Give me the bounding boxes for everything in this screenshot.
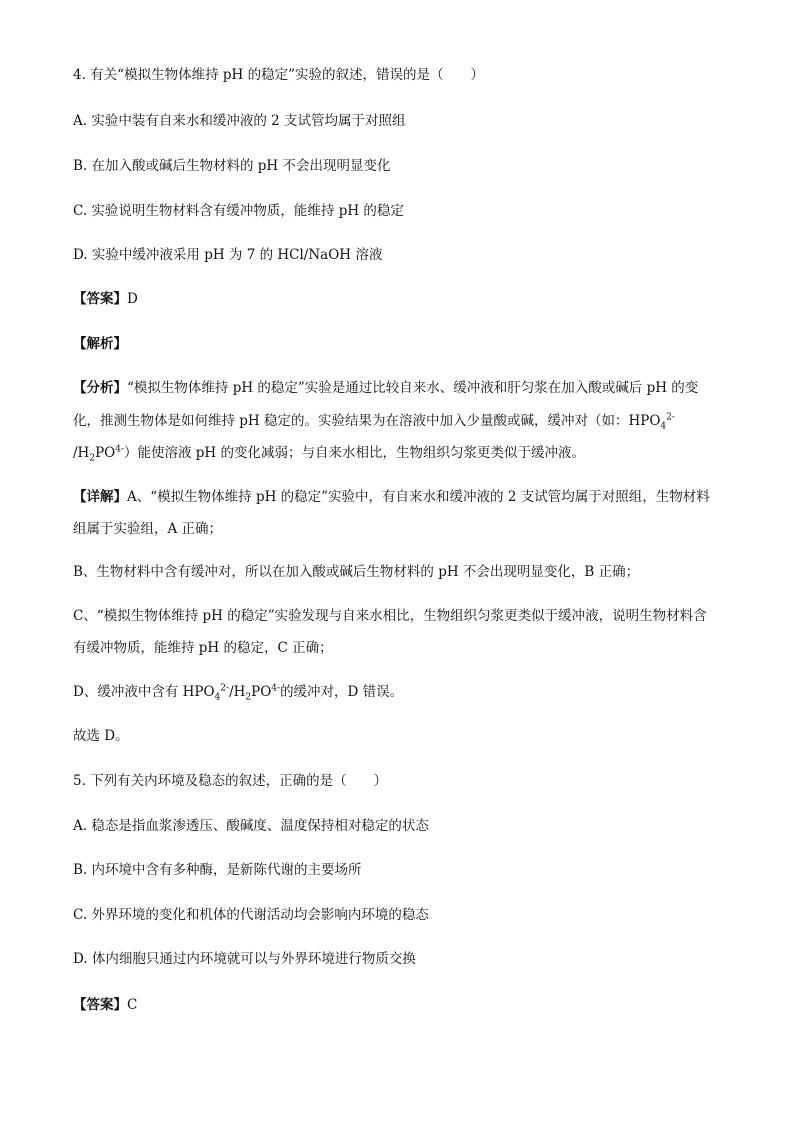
question-5-answer (73, 996, 723, 1014)
question-5-option-b: B. 内环境中含有多种酶，是新陈代谢的主要场所 (73, 862, 362, 878)
question-4-option-c: C. 实验说明生物材料含有缓冲物质，能维持 pH 的稳定 (73, 203, 404, 219)
detail-paragraph-line-2: 组属于实验组，A 正确； (73, 521, 223, 537)
d-sub-2: 2 (245, 692, 252, 703)
d-sup-4minus: 4- (271, 683, 281, 694)
question-4-analysis-heading (73, 335, 723, 353)
d-text-b: /H (229, 684, 246, 700)
answer-label-q5: 【答案】 (73, 997, 127, 1013)
detail-option-d-explanation (73, 683, 723, 701)
fenxi-text-3a: /H (73, 445, 90, 461)
d-sub-4: 4 (214, 692, 221, 703)
analysis-paragraph-line-1 (73, 379, 723, 397)
question-4-option-d: D. 实验中缓冲液采用 pH 为 7 的 HCl/NaOH 溶液 (73, 247, 383, 263)
detail-option-c-explanation-line-2: 有缓冲物质，能维持 pH 的稳定，C 正确； (73, 640, 333, 656)
answer-label: 【答案】 (73, 291, 127, 307)
d-text-d: 的缓冲对，D 错误。 (280, 684, 404, 700)
fenxi-text-3c: ）能使溶液 pH 的变化减弱；与自来水相比，生物组织匀浆更类似于缓冲液。 (124, 445, 585, 461)
fenxi-text-2: 化，推测生物体是如何维持 pH 稳定的。实验结果为在溶液中加入少量酸或碱，缓冲对（如：HPO (73, 413, 661, 429)
question-5-option-d: D. 体内细胞只通过内环境就可以与外界环境进行物质交换 (73, 951, 416, 967)
question-4-conclusion: 故选 D。 (73, 728, 129, 744)
question-5-stem: 5. 下列有关内环境及稳态的叙述，正确的是（ ） (73, 773, 388, 789)
xiangjie-label: 【详解】 (73, 489, 127, 505)
fenxi-text-1: “模拟生物体维持 pH 的稳定”实验是通过比较自来水、缓冲液和肝匀浆在加入酸或碱后 pH 的变 (127, 380, 699, 396)
detail-option-c-explanation-line-1: C、“模拟生物体维持 pH 的稳定”实验发现与自来水相比，生物组织匀浆更类似于缓冲液，说明生物材料含 (73, 608, 707, 624)
d-text-c: PO (251, 684, 272, 700)
answer-value: D (127, 291, 138, 307)
analysis-paragraph-line-2 (73, 412, 723, 430)
question-4-option-b: B. 在加入酸或碱后生物材料的 pH 不会出现明显变化 (73, 158, 391, 174)
question-4-stem: 4. 有关“模拟生物体维持 pH 的稳定”实验的叙述，错误的是（ ） (73, 67, 484, 83)
detail-option-b-explanation: B、生物材料中含有缓冲对，所以在加入酸或碱后生物材料的 pH 不会出现明显变化，B 正确； (73, 564, 640, 580)
fenxi-text-3b: PO (95, 445, 116, 461)
fenxi-label: 【分析】 (73, 380, 127, 396)
d-text-a: D、缓冲液中含有 HPO (73, 684, 215, 700)
question-5-option-a: A. 稳态是指血浆渗透压、酸碱度、温度保持相对稳定的状态 (73, 818, 429, 834)
fenxi-sup-4minus: 4- (115, 444, 124, 455)
detail-paragraph-line-1 (73, 488, 723, 506)
question-4-answer (73, 290, 723, 308)
fenxi-sub-2: 2 (89, 453, 96, 464)
fenxi-sub-4: 4 (660, 421, 667, 432)
analysis-label: 【解析】 (73, 336, 127, 352)
analysis-paragraph-line-3 (73, 444, 723, 462)
question-4-option-a: A. 实验中装有自来水和缓冲液的 2 支试管均属于对照组 (73, 113, 406, 129)
xiangjie-text-1: A、“模拟生物体维持 pH 的稳定”实验中，有自来水和缓冲液的 2 支试管均属于对照组，生物材料 (127, 489, 710, 505)
answer-value-q5: C (127, 997, 138, 1013)
d-sup-2minus: 2- (220, 683, 230, 694)
question-5-option-c: C. 外界环境的变化和机体的代谢活动均会影响内环境的稳态 (73, 907, 429, 923)
fenxi-sup-2minus: 2- (666, 412, 675, 423)
